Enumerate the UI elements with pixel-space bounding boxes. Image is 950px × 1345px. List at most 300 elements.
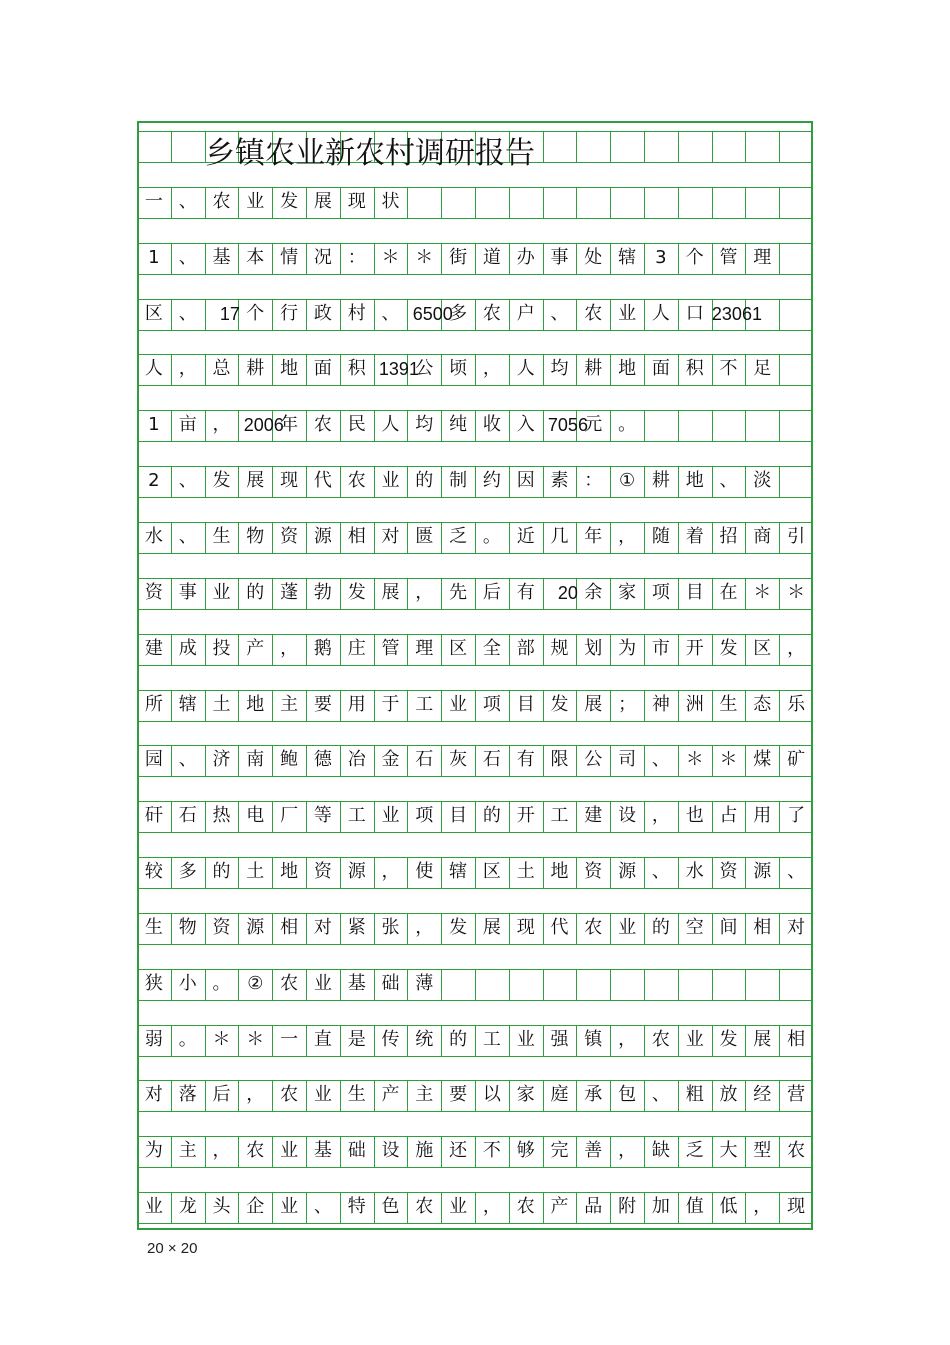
grid-vline [678,410,679,441]
grid-character: 投 [212,637,231,659]
grid-character: 是 [347,1028,366,1050]
grid-hline [137,218,813,219]
grid-character: 人 [651,302,670,324]
grid-character: 庭 [550,1084,569,1106]
grid-character: 的 [449,1028,468,1050]
grid-character: 源 [753,861,772,883]
grid-character: 勃 [313,581,332,603]
grid-character: 业 [212,581,231,603]
grid-character: 所 [144,693,163,715]
grid-character: 农 [787,1140,806,1162]
grid-vline [509,969,510,1000]
grid-character: 业 [313,972,332,994]
grid-character: 石 [415,749,434,771]
grid-character: 发 [719,1028,738,1050]
grid-character: 主 [178,1140,197,1162]
grid-character: 代 [313,470,332,492]
grid-character: 缺 [651,1140,670,1162]
grid-character: 全 [482,637,501,659]
grid-character: 办 [516,246,535,268]
grid-character: 产 [246,637,265,659]
grid-character: 后 [482,581,501,603]
grid-character: 灰 [449,749,468,771]
grid-character: 小 [178,972,197,994]
grid-character: 基 [212,246,231,268]
grid-character: 几 [550,525,569,547]
grid-character: 础 [347,1140,366,1162]
grid-character: 值 [685,1196,704,1218]
grid-character: 、 [787,861,806,883]
grid-vline [678,187,679,218]
grid-character: 对 [787,916,806,938]
grid-character: 础 [381,972,400,994]
grid-character: 理 [753,246,772,268]
grid-hline [137,776,813,777]
grid-character: ， [212,414,231,436]
grid-character: 管 [381,637,400,659]
grid-character: 的 [415,470,434,492]
grid-vline [171,131,172,162]
grid-vline [712,131,713,162]
grid-hline [137,721,813,722]
grid-character: 23061 [711,303,762,324]
grid-character: 厂 [280,805,299,827]
grid-character: 不 [719,358,738,380]
grid-character: 金 [381,749,400,771]
grid-hline [137,832,813,833]
grid-character: 农 [584,916,603,938]
grid-character: 鹅 [313,637,332,659]
grid-character: ＊ [246,1028,265,1050]
grid-vline [543,969,544,1000]
grid-character: 一 [280,1028,299,1050]
grid-character: 事 [550,246,569,268]
grid-character: 对 [144,1084,163,1106]
grid-character: 主 [280,693,299,715]
grid-character: 收 [482,414,501,436]
grid-hline [137,274,813,275]
grid-character: 善 [584,1140,603,1162]
grid-character: 发 [212,470,231,492]
grid-character: 近 [516,525,535,547]
grid-character: 为 [618,637,637,659]
grid-character: 均 [415,414,434,436]
grid-character: 物 [178,916,197,938]
grid-character: 也 [685,805,704,827]
grid-character: 耕 [584,358,603,380]
grid-character: 园 [144,749,163,771]
grid-character: ＊ [212,1028,231,1050]
grid-character: 等 [313,805,332,827]
grid-character: 司 [618,749,637,771]
grid-character: 生 [347,1084,366,1106]
grid-character: 个 [685,246,704,268]
grid-character: 农 [482,302,501,324]
grid-character: 耕 [651,470,670,492]
grid-character: 因 [516,470,535,492]
grid-character: 龙 [178,1196,197,1218]
grid-character: 成 [178,637,197,659]
grid-character: 20 [557,582,578,603]
manuscript-grid-sheet [137,121,813,1230]
grid-character: 个 [246,302,265,324]
grid-character: 济 [212,749,231,771]
grid-character: ， [618,525,637,547]
grid-character: 有 [516,749,535,771]
grid-character: 矿 [787,749,806,771]
grid-character: 农 [280,972,299,994]
grid-hline [137,497,813,498]
grid-character: 家 [516,1084,535,1106]
grid-character: ＊ [787,581,806,603]
grid-character: 土 [516,861,535,883]
grid-character: ＊ [381,246,400,268]
grid-character: 况 [313,246,332,268]
grid-character: 。 [482,525,501,547]
grid-hline [137,385,813,386]
grid-character: 业 [246,190,265,212]
grid-character: 人 [144,358,163,380]
grid-character: 区 [144,302,163,324]
grid-character: 项 [482,693,501,715]
grid-hline [137,441,813,442]
grid-hline [137,888,813,889]
grid-character: 、 [178,246,197,268]
grid-character: 部 [516,637,535,659]
grid-character: 营 [787,1084,806,1106]
grid-character: 管 [719,246,738,268]
page-title: 乡镇农业新农村调研报告 [205,136,535,171]
grid-character: 展 [246,470,265,492]
grid-character: 冶 [347,749,366,771]
grid-character: 包 [618,1084,637,1106]
grid-character: 态 [753,693,772,715]
grid-character: 状 [381,190,400,212]
grid-character: 的 [651,916,670,938]
grid-character: 在 [719,581,738,603]
grid-vline [745,131,746,162]
grid-character: 先 [449,581,468,603]
grid-character: 统 [415,1028,434,1050]
grid-character: 产 [550,1196,569,1218]
grid-character: 以 [482,1084,501,1106]
grid-character: 工 [550,805,569,827]
grid-character: 2 [148,470,160,492]
grid-character: 工 [415,693,434,715]
grid-character: 、 [178,470,197,492]
grid-character: 使 [415,861,434,883]
grid-vline [712,410,713,441]
grid-character: 够 [516,1140,535,1162]
grid-character: 人 [381,414,400,436]
grid-vline [509,187,510,218]
grid-character: 展 [753,1028,772,1050]
grid-character: 规 [550,637,569,659]
grid-character: 业 [449,693,468,715]
grid-character: 源 [246,916,265,938]
grid-character: 理 [415,637,434,659]
grid-character: 还 [449,1140,468,1162]
grid-vline [475,969,476,1000]
grid-character: 1391 [378,359,419,380]
grid-vline [610,187,611,218]
grid-character: 水 [685,861,704,883]
grid-character: 电 [246,805,265,827]
grid-character: 低 [719,1196,738,1218]
grid-character: 业 [381,470,400,492]
grid-character: 元 [584,414,603,436]
grid-character: 年 [280,414,299,436]
grid-character: 道 [482,246,501,268]
grid-character: 匮 [415,525,434,547]
grid-vline [441,187,442,218]
grid-character: 本 [246,246,265,268]
grid-character: 业 [280,1196,299,1218]
grid-character: 业 [381,805,400,827]
grid-character: 煤 [753,749,772,771]
grid-character: ， [280,637,299,659]
grid-character: 工 [347,805,366,827]
grid-vline [475,187,476,218]
grid-character: 弱 [144,1028,163,1050]
grid-character: 处 [584,246,603,268]
grid-character: 1 [148,414,160,436]
grid-vline [543,131,544,162]
grid-character: 地 [685,470,704,492]
grid-character: 目 [685,581,704,603]
grid-character: 资 [584,861,603,883]
grid-character: 发 [550,693,569,715]
grid-character: 现 [347,190,366,212]
grid-vline [678,969,679,1000]
grid-character: 区 [482,861,501,883]
grid-character: 土 [212,693,231,715]
grid-character: 限 [550,749,569,771]
grid-character: 色 [381,1196,400,1218]
grid-character: 土 [246,861,265,883]
grid-character: 农 [280,1084,299,1106]
grid-character: 民 [347,414,366,436]
grid-character: 了 [787,805,806,827]
grid-character: ＊ [753,581,772,603]
grid-character: 引 [787,525,806,547]
grid-character: 开 [516,805,535,827]
grid-character: 要 [449,1084,468,1106]
grid-character: 政 [313,302,332,324]
grid-character: 招 [719,525,738,547]
grid-character: 间 [719,916,738,938]
grid-character: 石 [178,805,197,827]
grid-character: 行 [280,302,299,324]
grid-character: 传 [381,1028,400,1050]
grid-character: 、 [381,302,400,324]
grid-character: 2006 [243,415,284,436]
grid-character: 家 [618,581,637,603]
grid-character: 神 [651,693,670,715]
grid-character: 积 [347,358,366,380]
grid-character: 、 [719,470,738,492]
grid-character: ， [381,861,400,883]
grid-character: 辖 [618,246,637,268]
grid-character: 地 [618,358,637,380]
grid-character: 的 [482,805,501,827]
grid-character: 1 [148,246,160,268]
grid-character: 直 [313,1028,332,1050]
grid-character: ， [415,581,434,603]
grid-character: 薄 [415,972,434,994]
grid-character: 的 [212,861,231,883]
grid-character: 目 [449,805,468,827]
grid-hline [137,1000,813,1001]
grid-character: 公 [584,749,603,771]
grid-character: 业 [280,1140,299,1162]
grid-vline [644,187,645,218]
grid-character: 乏 [449,525,468,547]
grid-vline [779,187,780,218]
grid-character: 特 [347,1196,366,1218]
grid-character: 耕 [246,358,265,380]
grid-character: ， [618,1140,637,1162]
grid-character: 承 [584,1084,603,1106]
grid-character: 地 [246,693,265,715]
grid-vline [678,131,679,162]
grid-character: 设 [618,805,637,827]
grid-character: 、 [313,1196,332,1218]
grid-character: 石 [482,749,501,771]
grid-vline [644,410,645,441]
grid-character: 紧 [347,916,366,938]
grid-character: 、 [651,861,670,883]
grid-hline [137,665,813,666]
grid-character: 乏 [685,1140,704,1162]
grid-character: ＊ [719,749,738,771]
grid-character: 现 [516,916,535,938]
grid-character: 农 [415,1196,434,1218]
grid-character: 要 [313,693,332,715]
grid-character: 产 [381,1084,400,1106]
grid-vline [712,187,713,218]
grid-character: 庄 [347,637,366,659]
grid-character: 开 [685,637,704,659]
grid-character: 用 [347,693,366,715]
grid-character: ， [212,1140,231,1162]
grid-character: 业 [618,916,637,938]
grid-vline [779,969,780,1000]
grid-character: 用 [753,805,772,827]
grid-character: 资 [719,861,738,883]
grid-character: 一 [144,190,163,212]
grid-character: 区 [753,637,772,659]
grid-character: 张 [381,916,400,938]
grid-character: 项 [651,581,670,603]
grid-character: 农 [651,1028,670,1050]
grid-character: 街 [449,246,468,268]
grid-character: 区 [449,637,468,659]
grid-character: 业 [618,302,637,324]
grid-character: 施 [415,1140,434,1162]
grid-hline [137,1167,813,1168]
grid-character: 相 [753,916,772,938]
grid-character: 6500 [412,303,453,324]
grid-vline [610,969,611,1000]
grid-character: 约 [482,470,501,492]
grid-character: 发 [347,581,366,603]
grid-character: 为 [144,1140,163,1162]
grid-character: 企 [246,1196,265,1218]
grid-character: 多 [178,861,197,883]
grid-character: 发 [719,637,738,659]
grid-vline [779,410,780,441]
grid-character: 公 [415,358,434,380]
grid-character: 展 [482,916,501,938]
grid-character: 、 [651,1084,670,1106]
grid-character: 源 [618,861,637,883]
grid-character: 相 [280,916,299,938]
grid-character: 源 [347,861,366,883]
grid-character: 加 [651,1196,670,1218]
grid-hline [137,609,813,610]
grid-character: 、 [550,302,569,324]
grid-character: 较 [144,861,163,883]
grid-vline [745,410,746,441]
grid-character: 户 [516,302,535,324]
grid-character: 余 [584,581,603,603]
grid-character: 资 [212,916,231,938]
grid-character: 业 [449,1196,468,1218]
grid-character: 积 [685,358,704,380]
grid-character: 有 [516,581,535,603]
grid-character: 放 [719,1084,738,1106]
grid-character: 德 [313,749,332,771]
grid-character: 相 [787,1028,806,1050]
grid-hline [137,1056,813,1057]
grid-vline [576,969,577,1000]
grid-character: 农 [212,190,231,212]
grid-character: 设 [381,1140,400,1162]
grid-character: 、 [178,190,197,212]
grid-character: 品 [584,1196,603,1218]
grid-vline [644,131,645,162]
grid-character: 、 [178,302,197,324]
grid-character: 基 [313,1140,332,1162]
grid-character: 地 [280,358,299,380]
grid-character: 洲 [685,693,704,715]
grid-character: 型 [753,1140,772,1162]
grid-character: 面 [651,358,670,380]
grid-character: 情 [280,246,299,268]
grid-vline [712,969,713,1000]
grid-character: 对 [313,916,332,938]
grid-character: ， [482,358,501,380]
grid-vline [576,187,577,218]
grid-character: 建 [584,805,603,827]
grid-character: 相 [347,525,366,547]
grid-character: 农 [313,414,332,436]
grid-character: 辖 [178,693,197,715]
grid-character: 亩 [178,414,197,436]
grid-character: 源 [313,525,332,547]
grid-hline [137,553,813,554]
grid-character: 总 [212,358,231,380]
grid-character: 资 [280,525,299,547]
grid-character: ， [415,916,434,938]
grid-character: 现 [787,1196,806,1218]
grid-character: 口 [685,302,704,324]
grid-character: 人 [516,358,535,380]
grid-character: 镇 [584,1028,603,1050]
grid-character: 随 [651,525,670,547]
grid-character: 业 [685,1028,704,1050]
